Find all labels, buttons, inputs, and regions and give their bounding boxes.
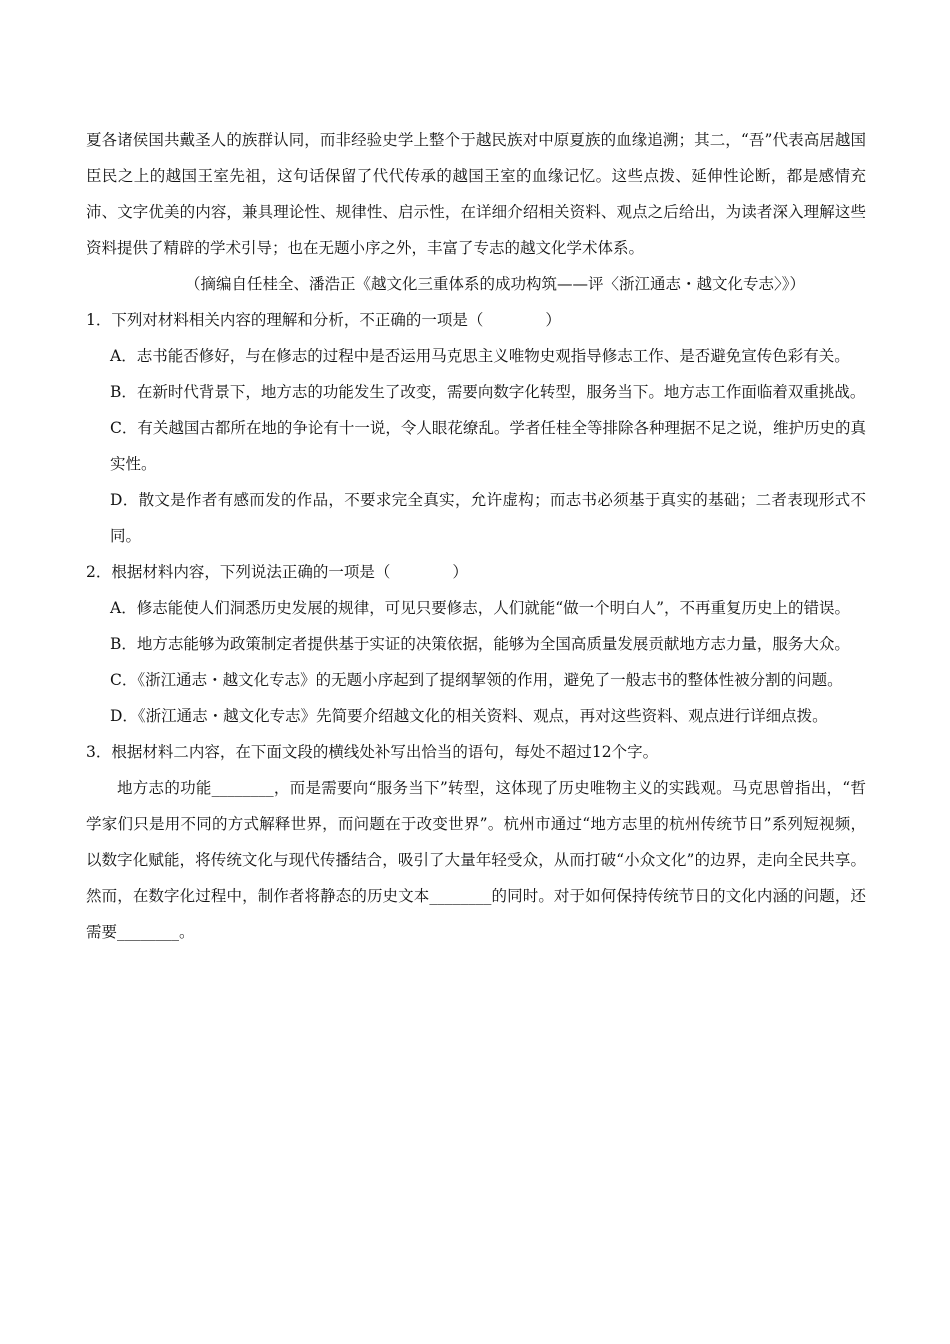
passage-paragraph: 夏各诸侯国共戴圣人的族群认同，而非经验史学上整个于越民族对中原夏族的血缘追溯；其二，“吾”代表高居越国臣民之上的越国王室先祖，这句话保留了代代传承的越国王室的血缘记忆。这些点拨、延伸性论断，都是感情充沛、文字优美的内容，兼具理论性、规律性、启示性，在详细介绍相关资料、观点之后给出，为读者深入理解这些资料提供了精辟的学术引导；也在无题小序之外，丰富了专志的越文化学术体系。 <box>86 131 866 257</box>
fill-in-passage: 地方志的功能________，而是需要向“服务当下”转型，这体现了历史唯物主义的实践观。马克思曾指出，“哲学家们只是用不同的方式解释世界，而问题在于改变世界”。杭州市通过“地方志里的杭州传统节日”系列短视频，以数字化赋能，将传统文化与现代传播结合，吸引了大量年轻受众，从而打破“小众文化”的边界，走向全民共享。然而，在数字化过程中，制作者将静态的历史文本________的同时。对于如何保持传统节日的文化内涵的问题，还需要________。 <box>86 779 866 941</box>
option-b: B．地方志能够为政策制定者提供基于实证的决策依据，能够为全国高质量发展贡献地方志力量，服务大众。 <box>110 635 850 653</box>
option-c: C．《浙江通志・越文化专志》的无题小序起到了提纲挈领的作用，避免了一般志书的整体性被分割的问题。 <box>110 671 843 689</box>
option-a: A．志书能否修好，与在修志的过程中是否运用马克思主义唯物史观指导修志工作、是否避免宣传色彩有关。 <box>110 347 850 365</box>
option-d: D．《浙江通志・越文化专志》先简要介绍越文化的相关资料、观点，再对这些资料、观点进行详细点拨。 <box>110 707 828 725</box>
question-2 <box>86 554 866 734</box>
option-b: B．在新时代背景下，地方志的功能发生了改变，需要向数字化转型，服务当下。地方志工作面临着双重挑战。 <box>110 383 866 401</box>
question-1 <box>86 302 866 554</box>
option-d: D．散文是作者有感而发的作品，不要求完全真实，允许虚构；而志书必须基于真实的基础；二者表现形式不同。 <box>110 491 866 545</box>
question-stem: 1．下列对材料相关内容的理解和分析，不正确的一项是（ ） <box>86 311 561 329</box>
question-stem: 3．根据材料二内容，在下面文段的横线处补写出恰当的语句，每处不超过12个字。 <box>86 743 659 761</box>
question-stem: 2．根据材料内容，下列说法正确的一项是（ ） <box>86 563 468 581</box>
source-citation: （摘编自任桂全、潘浩正《越文化三重体系的成功构筑——评〈浙江通志・越文化专志〉》） <box>185 275 806 293</box>
option-c: C．有关越国古都所在地的争论有十一说，令人眼花缭乱。学者任桂全等排除各种理据不足之说，维护历史的真实性。 <box>110 419 866 473</box>
question-3 <box>86 734 866 950</box>
option-a: A．修志能使人们洞悉历史发展的规律，可见只要修志，人们就能“做一个明白人”，不再重复历史上的错误。 <box>110 599 851 617</box>
